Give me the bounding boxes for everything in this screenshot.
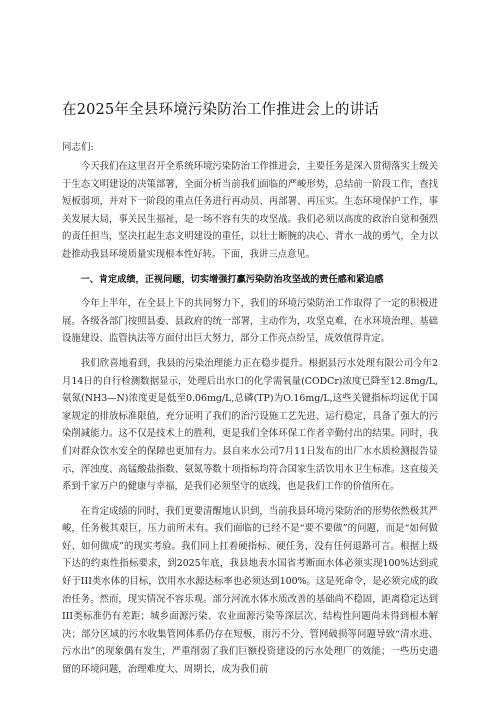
document-body — [62, 158, 438, 686]
salutation: 同志们: — [62, 142, 94, 153]
section-heading: 一、肯定成绩，正视问题，切实增强打赢污染防治攻坚战的责任感和紧迫感 — [80, 273, 384, 285]
paragraph-progress: 今年上半年，在全县上下的共同努力下，我们的环境污染防治工作取得了一定的积极进展。各级各部门按照县委、县政府的统一部署，主动作为，攻坚克难，在水环境治理、基础设施建设、监管执法等方面付出巨大努力，部分工作亮点纷呈，成效值得肯定。 — [62, 298, 438, 345]
document-title: 在2025年全县环境污染防治工作推进会上的讲话 — [62, 102, 379, 118]
paragraph-situation: 在肯定成绩的同时，我们更要清醒地认识到，当前我县环境污染防治的形势依然极其严峻，任务极其艰巨，压力前所未有。我们面临的已经不是“要不要做”的问题，而是“如何做好、如何做成”的现实考验。我们同上扛着硬指标、硬任务，没有任何退路可言。根据上级下达的约束性指标要求，到2025年底，我县地表水国省考断面水体必须实现100%达到或好于III类水体的目标，饮用水水源达标率也必须达到100%。这是死命令，是必须完成的政治任务。然而，现实情况不容乐观。部分河流水体水质改善的基础尚不稳固，距离稳定达到III类标准仍有差距；城乡面源污染、农业面源污染等深层次、结构性问题尚未得到根本解决；部分区域的污水收集管网体系仍存在短板，雨污不分、管网破损等问题导致“清水进、污水出”的现象偶有发生，严重削弱了我们巨额投资建设的污水处理厂的效能；一些历史遗留的环境问题，治理难度大、周期长，成为我们前 — [62, 505, 438, 676]
paragraph-capacity: 我们欣喜地看到，我县的污染治理能力正在稳步提升。根据县污水处理有限公司今年2月14日的自行检测数据显示，处理后出水口的化学需氧量(CODCr)浓度已降至12.8mg/L,氨氮(NH3—N)浓度更是低至0.06mg/L,总磷(TP)为O.16mg/L,这些关键指标均远优于国家规定的排放标准限值，充分证明了我们的治污设施工艺先进、运行稳定，具备了强大的污染削减能力。这不仅是技术上的胜利，更是我们全体环保工作者辛勤付出的结果。同时，我们对群众饮水安全的保障也更加有力。县自来水公司7月11日发布的出厂水水质检测报告显示，浑浊度、高锰酸盐指数、氨氮等数十项指标均符合国家生活饮用水卫生标准。这直接关系到千家万户的健康与幸福，是我们必须坚守的底线，也是我们工作的价值所在。 — [62, 357, 438, 493]
paragraph-intro: 今天我们在这里召开全系统环境污染防治工作推进会，主要任务是深入贯彻落实上级关于生态文明建设的决策部署，全面分析当前我们面临的严峻形势，总结前一阶段工作，查找短板弱项，并对下一阶段的重点任务进行再动员、再部署、再压实。生态环境保护工作，事关发展大局，事关民生福祉，是一场不容有失的攻坚战。我们必须以高度的政治自觉和强烈的责任担当，坚决扛起生态文明建设的重任，以壮士断腕的决心、背水一战的勇气，全力以赴推动我县环境质量实现根本性好转。下面，我讲三点意见。 — [62, 161, 438, 260]
